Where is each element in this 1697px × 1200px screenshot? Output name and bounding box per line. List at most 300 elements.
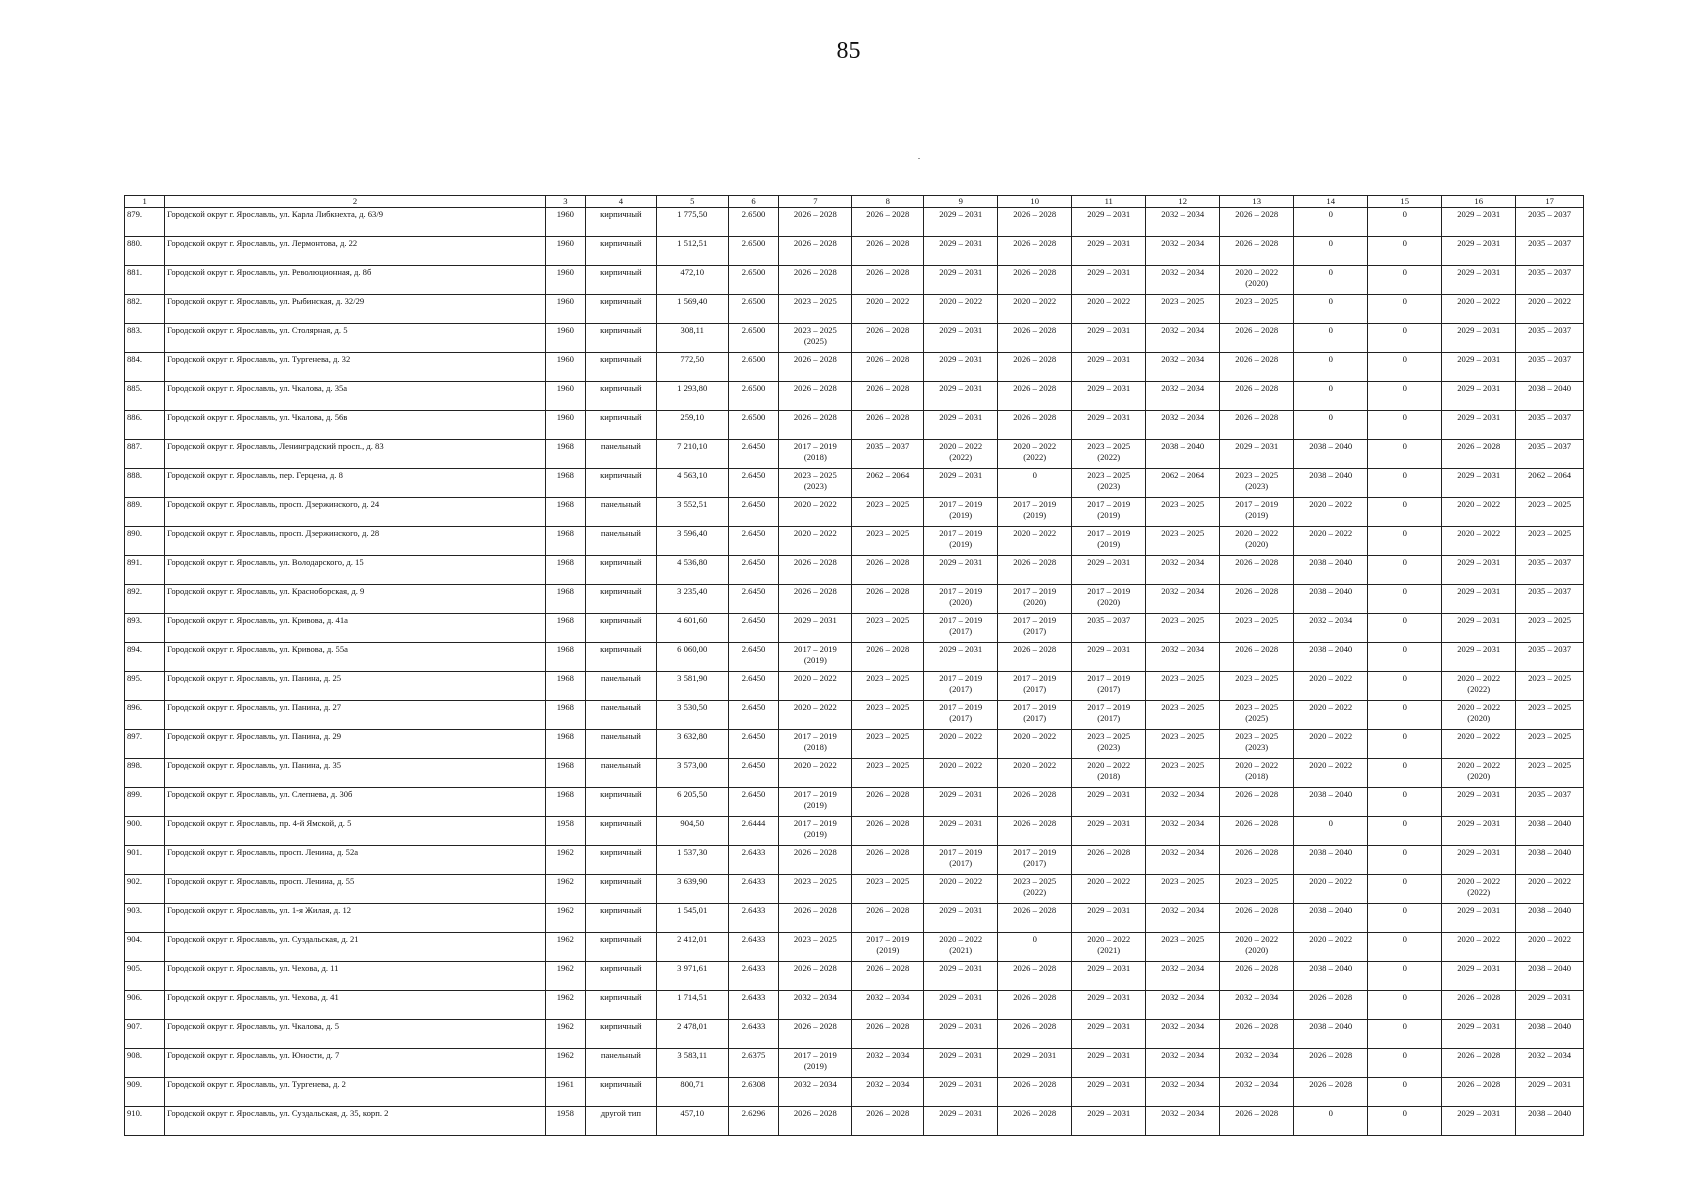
table-cell: 2026 – 2028 — [852, 411, 924, 440]
table-cell: 2032 – 2034 — [1146, 208, 1220, 237]
table-cell: 4 563,10 — [656, 469, 728, 498]
table-row — [125, 1107, 1584, 1136]
table-cell: 2032 – 2034 — [1146, 1107, 1220, 1136]
cell-line: 2017 – 2019 — [793, 1050, 837, 1060]
table-cell: 0 — [998, 933, 1072, 962]
table-cell: 2020 – 2022 — [852, 295, 924, 324]
cell-line: (2023) — [1245, 742, 1269, 752]
cell-line: 2023 – 2025 — [1087, 441, 1131, 451]
table-cell: кирпичный — [585, 266, 656, 295]
table-cell: 897. — [125, 730, 165, 759]
table-cell: 2032 – 2034 — [852, 1049, 924, 1078]
table-cell: 2023 – 2025 — [1516, 614, 1584, 643]
table-cell: 2026 – 2028 — [1220, 643, 1294, 672]
table-cell: 3 639,90 — [656, 875, 728, 904]
table-cell: 2029 – 2031 — [1442, 643, 1516, 672]
cell-line: 2020 – 2022 — [1235, 528, 1279, 538]
cell-line: (2017) — [1097, 713, 1121, 723]
table-cell: 908. — [125, 1049, 165, 1078]
table-cell: 907. — [125, 1020, 165, 1049]
table-cell: 2026 – 2028 — [779, 1020, 852, 1049]
table-cell: 2020 – 2022 — [1294, 527, 1368, 556]
table-cell: 2020 – 2022 — [1294, 875, 1368, 904]
cell-line: (2019) — [949, 510, 973, 520]
table-cell: 2020 – 2022 — [998, 759, 1072, 788]
table-row — [125, 1020, 1584, 1049]
cell-line: (2019) — [949, 539, 973, 549]
column-header: 17 — [1516, 196, 1584, 208]
table-cell: 2038 – 2040 — [1294, 788, 1368, 817]
table-cell: 2038 – 2040 — [1294, 846, 1368, 875]
table-cell: 2020 – 2022 — [1294, 701, 1368, 730]
table-cell: кирпичный — [585, 933, 656, 962]
table-cell: 3 581,90 — [656, 672, 728, 701]
cell-line: 2023 – 2025 — [1235, 731, 1279, 741]
table-cell: 0 — [1368, 556, 1442, 585]
table-cell: 2.6450 — [728, 556, 779, 585]
table-row — [125, 962, 1584, 991]
table-cell: 2038 – 2040 — [1294, 556, 1368, 585]
cell-line: 2017 – 2019 — [1087, 586, 1131, 596]
table-cell: Городской округ г. Ярославль, ул. 1-я Жилая, д. 12 — [165, 904, 546, 933]
table-cell — [924, 846, 998, 875]
table-cell: 2032 – 2034 — [852, 991, 924, 1020]
table-row — [125, 904, 1584, 933]
table-cell: 2026 – 2028 — [779, 382, 852, 411]
column-header: 6 — [728, 196, 779, 208]
table-cell: 0 — [1368, 788, 1442, 817]
cell-line: (2017) — [949, 713, 973, 723]
table-cell: 2026 – 2028 — [1220, 1107, 1294, 1136]
table-cell: 0 — [1294, 817, 1368, 846]
table-cell: кирпичный — [585, 237, 656, 266]
table-cell: 2023 – 2025 — [852, 701, 924, 730]
table-cell: 2032 – 2034 — [1146, 904, 1220, 933]
table-cell: 2026 – 2028 — [1220, 585, 1294, 614]
table-cell: 0 — [1368, 585, 1442, 614]
table-cell: 1968 — [545, 701, 585, 730]
table-cell: 2029 – 2031 — [1072, 353, 1146, 382]
table-row — [125, 1078, 1584, 1107]
table-cell: 2035 – 2037 — [1516, 208, 1584, 237]
cell-line: (2020) — [1245, 278, 1269, 288]
column-header: 1 — [125, 196, 165, 208]
table-cell: 4 601,60 — [656, 614, 728, 643]
cell-line: 2017 – 2019 — [1013, 673, 1057, 683]
table-cell: панельный — [585, 701, 656, 730]
cell-line: 2017 – 2019 — [939, 702, 983, 712]
cell-line: (2025) — [1245, 713, 1269, 723]
table-cell — [1220, 933, 1294, 962]
cell-line: (2017) — [1023, 713, 1047, 723]
table-cell: 3 971,61 — [656, 962, 728, 991]
table-cell: кирпичный — [585, 1078, 656, 1107]
table-cell: 2035 – 2037 — [1516, 440, 1584, 469]
table-cell: Городской округ г. Ярославль, ул. Панина, д. 29 — [165, 730, 546, 759]
table-cell: 2029 – 2031 — [1442, 382, 1516, 411]
table-cell: 2029 – 2031 — [1442, 324, 1516, 353]
table-cell: 2026 – 2028 — [779, 1107, 852, 1136]
table-cell — [779, 1049, 852, 1078]
table-cell — [998, 875, 1072, 904]
table-cell: 2023 – 2025 — [1146, 498, 1220, 527]
table-cell: 886. — [125, 411, 165, 440]
cell-line: 2020 – 2022 — [1235, 267, 1279, 277]
table-cell: 2023 – 2025 — [852, 527, 924, 556]
cell-line: (2023) — [1097, 481, 1121, 491]
table-cell: 2029 – 2031 — [1442, 614, 1516, 643]
table-cell: кирпичный — [585, 353, 656, 382]
table-cell: 2020 – 2022 — [1294, 730, 1368, 759]
cell-line: 2017 – 2019 — [1013, 702, 1057, 712]
table-cell: 2.6500 — [728, 266, 779, 295]
table-cell: 901. — [125, 846, 165, 875]
cell-line: 2023 – 2025 — [1087, 731, 1131, 741]
table-cell: 2029 – 2031 — [924, 556, 998, 585]
table-cell — [1072, 498, 1146, 527]
table-cell: 2023 – 2025 — [1146, 295, 1220, 324]
table-cell: 0 — [1368, 1078, 1442, 1107]
table-cell — [1220, 759, 1294, 788]
table-cell: 2029 – 2031 — [1072, 1107, 1146, 1136]
table-cell: 2023 – 2025 — [1516, 672, 1584, 701]
column-header: 2 — [165, 196, 546, 208]
table-cell: панельный — [585, 1049, 656, 1078]
cell-line: 2020 – 2022 — [1087, 760, 1131, 770]
table-cell — [779, 643, 852, 672]
table-cell: 1 293,80 — [656, 382, 728, 411]
table-cell — [1072, 527, 1146, 556]
table-cell: 0 — [1368, 1049, 1442, 1078]
table-cell: 2.6500 — [728, 208, 779, 237]
table-cell — [924, 585, 998, 614]
table-cell: Городской округ г. Ярославль, ул. Юности, д. 7 — [165, 1049, 546, 1078]
cell-line: 2017 – 2019 — [939, 586, 983, 596]
table-cell: 2026 – 2028 — [779, 556, 852, 585]
table-cell: 2029 – 2031 — [1072, 1078, 1146, 1107]
table-cell: 887. — [125, 440, 165, 469]
table-cell: 2020 – 2022 — [779, 672, 852, 701]
table-cell: 1960 — [545, 295, 585, 324]
table-cell: 2026 – 2028 — [852, 788, 924, 817]
table-row — [125, 527, 1584, 556]
column-header: 3 — [545, 196, 585, 208]
table-cell: кирпичный — [585, 469, 656, 498]
table-cell: Городской округ г. Ярославль, ул. Суздальская, д. 35, корп. 2 — [165, 1107, 546, 1136]
table-cell: 2026 – 2028 — [852, 237, 924, 266]
header-row — [125, 196, 1584, 208]
table-cell: 2020 – 2022 — [779, 701, 852, 730]
table-cell: 2035 – 2037 — [852, 440, 924, 469]
table-cell: Городской округ г. Ярославль, просп. Ленина, д. 52а — [165, 846, 546, 875]
table-cell: 2023 – 2025 — [779, 933, 852, 962]
table-cell: 2029 – 2031 — [998, 1049, 1072, 1078]
cell-line: (2020) — [1245, 539, 1269, 549]
table-cell: 2029 – 2031 — [1442, 846, 1516, 875]
table-cell: 2023 – 2025 — [1516, 498, 1584, 527]
table-cell: 1968 — [545, 556, 585, 585]
table-cell: 2023 – 2025 — [1220, 614, 1294, 643]
table-cell: 2026 – 2028 — [1294, 1049, 1368, 1078]
table-cell: 0 — [1294, 237, 1368, 266]
table-cell: 2026 – 2028 — [1220, 556, 1294, 585]
table-cell: 0 — [1368, 701, 1442, 730]
table-cell: 2020 – 2022 — [1294, 498, 1368, 527]
table-cell: Городской округ г. Ярославль, просп. Дзержинского, д. 24 — [165, 498, 546, 527]
table-cell: 902. — [125, 875, 165, 904]
table-cell: 2.6500 — [728, 324, 779, 353]
table-cell: 1962 — [545, 933, 585, 962]
table-cell: 2.6450 — [728, 498, 779, 527]
table-cell: Городской округ г. Ярославль, ул. Тургенева, д. 32 — [165, 353, 546, 382]
table-cell: 880. — [125, 237, 165, 266]
cell-line: 2020 – 2022 — [1457, 702, 1501, 712]
cell-line: 2023 – 2025 — [1235, 702, 1279, 712]
column-header: 4 — [585, 196, 656, 208]
table-cell — [779, 730, 852, 759]
table-row — [125, 1049, 1584, 1078]
column-header: 13 — [1220, 196, 1294, 208]
table-row — [125, 817, 1584, 846]
table-cell: 2026 – 2028 — [1442, 440, 1516, 469]
table-cell: 2026 – 2028 — [779, 237, 852, 266]
table-cell: 2029 – 2031 — [1516, 1078, 1584, 1107]
table-cell: 895. — [125, 672, 165, 701]
table-cell: 2023 – 2025 — [1146, 933, 1220, 962]
table-cell — [1220, 469, 1294, 498]
table-row — [125, 788, 1584, 817]
table-cell: Городской округ г. Ярославль, пр. 4-й Ямской, д. 5 — [165, 817, 546, 846]
table-cell: Городской округ г. Ярославль, пер. Герцена, д. 8 — [165, 469, 546, 498]
table-cell: 2035 – 2037 — [1516, 643, 1584, 672]
table-cell: 2026 – 2028 — [1220, 788, 1294, 817]
table-cell: 2032 – 2034 — [1146, 846, 1220, 875]
table-row — [125, 353, 1584, 382]
column-header: 5 — [656, 196, 728, 208]
table-cell: панельный — [585, 527, 656, 556]
table-cell: 2026 – 2028 — [852, 556, 924, 585]
table-cell: 2026 – 2028 — [1442, 1078, 1516, 1107]
table-cell: 2026 – 2028 — [1220, 962, 1294, 991]
table-cell: 2026 – 2028 — [852, 1020, 924, 1049]
table-cell: панельный — [585, 759, 656, 788]
table-cell: 2038 – 2040 — [1294, 469, 1368, 498]
cell-line: 2017 – 2019 — [939, 673, 983, 683]
table-cell: 2029 – 2031 — [924, 411, 998, 440]
cell-line: 2017 – 2019 — [1087, 673, 1131, 683]
cell-line: (2023) — [1245, 481, 1269, 491]
page-number: 85 — [836, 38, 861, 64]
cell-line: (2019) — [803, 829, 827, 839]
table-cell: Городской округ г. Ярославль, ул. Красноборская, д. 9 — [165, 585, 546, 614]
cell-line: 2017 – 2019 — [939, 615, 983, 625]
table-cell: 2.6433 — [728, 991, 779, 1020]
table-cell — [998, 440, 1072, 469]
table-cell: 884. — [125, 353, 165, 382]
table-cell: 2020 – 2022 — [924, 759, 998, 788]
table-cell: 2026 – 2028 — [998, 382, 1072, 411]
table-cell: 2.6450 — [728, 614, 779, 643]
table-cell: 2026 – 2028 — [998, 817, 1072, 846]
cell-line: (2022) — [1467, 684, 1491, 694]
table-cell: 904,50 — [656, 817, 728, 846]
cell-line: 2023 – 2025 — [1013, 876, 1057, 886]
table-cell: 2026 – 2028 — [1442, 1049, 1516, 1078]
table-cell: 1962 — [545, 1049, 585, 1078]
table-cell: 2026 – 2028 — [852, 1107, 924, 1136]
table-cell: 2029 – 2031 — [1072, 266, 1146, 295]
table-cell: 2029 – 2031 — [1442, 817, 1516, 846]
table-row — [125, 933, 1584, 962]
table-cell: 2026 – 2028 — [1220, 382, 1294, 411]
table-cell: 2020 – 2022 — [1516, 933, 1584, 962]
table-cell: Городской округ г. Ярославль, ул. Кривова, д. 55а — [165, 643, 546, 672]
cell-line: (2022) — [1023, 452, 1047, 462]
table-cell — [924, 933, 998, 962]
table-cell: 2026 – 2028 — [779, 585, 852, 614]
table-cell: 2020 – 2022 — [998, 295, 1072, 324]
table-cell — [779, 440, 852, 469]
table-cell: 2.6450 — [728, 701, 779, 730]
table-cell — [1072, 585, 1146, 614]
table-cell: 2029 – 2031 — [1442, 237, 1516, 266]
cell-line: (2018) — [803, 452, 827, 462]
table-cell: 1960 — [545, 208, 585, 237]
cell-line: 2020 – 2022 — [1235, 934, 1279, 944]
cell-line: (2022) — [1467, 887, 1491, 897]
table-cell: 2023 – 2025 — [1516, 527, 1584, 556]
table-cell: 2026 – 2028 — [1220, 353, 1294, 382]
table-cell: 3 530,50 — [656, 701, 728, 730]
cell-line: (2020) — [949, 597, 973, 607]
table-cell: 889. — [125, 498, 165, 527]
table-cell: 2029 – 2031 — [924, 1107, 998, 1136]
cell-line: (2019) — [1245, 510, 1269, 520]
table-cell: 898. — [125, 759, 165, 788]
cell-line: (2018) — [1097, 771, 1121, 781]
table-cell: панельный — [585, 672, 656, 701]
table-cell: 906. — [125, 991, 165, 1020]
table-cell: 2023 – 2025 — [852, 614, 924, 643]
cell-line: (2019) — [803, 655, 827, 665]
table-cell — [852, 933, 924, 962]
table-cell: Городской округ г. Ярославль, просп. Ленина, д. 55 — [165, 875, 546, 904]
table-cell: 2023 – 2025 — [1516, 730, 1584, 759]
table-cell: Городской округ г. Ярославль, Ленинградский просп., д. 83 — [165, 440, 546, 469]
table-cell — [998, 846, 1072, 875]
table-cell: кирпичный — [585, 324, 656, 353]
table-cell: панельный — [585, 498, 656, 527]
table-cell: Городской округ г. Ярославль, ул. Рыбинская, д. 32/29 — [165, 295, 546, 324]
table-cell: 2038 – 2040 — [1516, 1020, 1584, 1049]
cell-line: (2017) — [1023, 626, 1047, 636]
cell-line: 2017 – 2019 — [1087, 702, 1131, 712]
table-cell: 0 — [1368, 817, 1442, 846]
table-cell: 2029 – 2031 — [1220, 440, 1294, 469]
table-cell: 2029 – 2031 — [1442, 962, 1516, 991]
table-cell: 2029 – 2031 — [924, 643, 998, 672]
table-cell: 0 — [1368, 933, 1442, 962]
table-row — [125, 237, 1584, 266]
table-cell: 772,50 — [656, 353, 728, 382]
table-cell: 1968 — [545, 585, 585, 614]
table-cell: 2035 – 2037 — [1072, 614, 1146, 643]
table-cell — [998, 498, 1072, 527]
table-cell: 2029 – 2031 — [1442, 469, 1516, 498]
table-cell: 3 235,40 — [656, 585, 728, 614]
table-cell: 894. — [125, 643, 165, 672]
table-row — [125, 730, 1584, 759]
table-cell: 2032 – 2034 — [1146, 585, 1220, 614]
table-cell: 904. — [125, 933, 165, 962]
table-cell: 0 — [1368, 382, 1442, 411]
table-cell: 2026 – 2028 — [998, 353, 1072, 382]
cell-line: (2019) — [1097, 510, 1121, 520]
table-cell: 1962 — [545, 875, 585, 904]
table-cell: 2032 – 2034 — [1516, 1049, 1584, 1078]
table-cell: 2020 – 2022 — [779, 759, 852, 788]
table-cell: 2023 – 2025 — [1220, 875, 1294, 904]
table-cell: 2062 – 2064 — [852, 469, 924, 498]
table-cell: 900. — [125, 817, 165, 846]
table-cell: 2029 – 2031 — [924, 1078, 998, 1107]
table-cell: 0 — [1368, 237, 1442, 266]
table-cell: 2038 – 2040 — [1516, 962, 1584, 991]
table-row — [125, 498, 1584, 527]
table-cell: Городской округ г. Ярославль, ул. Чкалова, д. 5 — [165, 1020, 546, 1049]
table-cell: 0 — [1368, 498, 1442, 527]
table-cell: 6 060,00 — [656, 643, 728, 672]
table-cell: 2020 – 2022 — [1442, 295, 1516, 324]
table-cell: 2.6444 — [728, 817, 779, 846]
table-cell: 1962 — [545, 846, 585, 875]
table-row — [125, 295, 1584, 324]
table-row — [125, 324, 1584, 353]
table-cell: 2032 – 2034 — [1146, 324, 1220, 353]
table-cell: 2026 – 2028 — [998, 643, 1072, 672]
cell-line: 2017 – 2019 — [793, 441, 837, 451]
cell-line: (2025) — [803, 336, 827, 346]
table-cell: 2026 – 2028 — [1072, 846, 1146, 875]
table-cell: кирпичный — [585, 208, 656, 237]
column-header: 12 — [1146, 196, 1220, 208]
table-cell: 3 573,00 — [656, 759, 728, 788]
table-cell: 2.6296 — [728, 1107, 779, 1136]
table-cell: 2026 – 2028 — [852, 266, 924, 295]
table-cell: 2029 – 2031 — [1442, 1107, 1516, 1136]
table-cell: 2026 – 2028 — [998, 788, 1072, 817]
table-cell — [924, 527, 998, 556]
table-cell: Городской округ г. Ярославль, ул. Чкалова, д. 35а — [165, 382, 546, 411]
table-cell: 2029 – 2031 — [924, 353, 998, 382]
table-cell: 2029 – 2031 — [924, 208, 998, 237]
table-cell: Городской округ г. Ярославль, ул. Чехова, д. 41 — [165, 991, 546, 1020]
table-cell: 2.6433 — [728, 962, 779, 991]
table-row — [125, 556, 1584, 585]
table-cell: 2.6450 — [728, 730, 779, 759]
column-header: 11 — [1072, 196, 1146, 208]
table-cell: 2023 – 2025 — [1146, 759, 1220, 788]
table-cell: 2029 – 2031 — [1072, 208, 1146, 237]
table-cell: 2026 – 2028 — [852, 904, 924, 933]
table-cell: 2023 – 2025 — [852, 498, 924, 527]
table-cell: 888. — [125, 469, 165, 498]
table-cell: 2029 – 2031 — [1072, 904, 1146, 933]
table-cell: 1 512,51 — [656, 237, 728, 266]
table-row — [125, 701, 1584, 730]
cell-line: 2017 – 2019 — [866, 934, 910, 944]
table-cell: 1968 — [545, 672, 585, 701]
